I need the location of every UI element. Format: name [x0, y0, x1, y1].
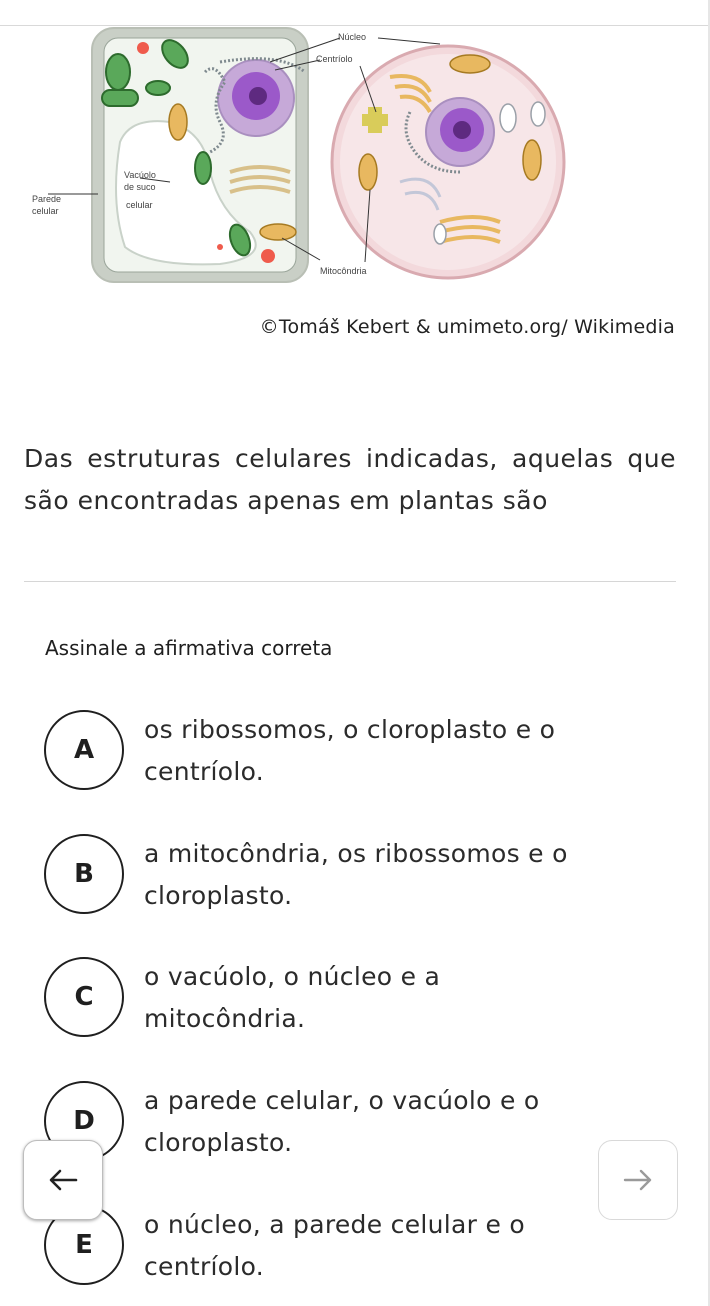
option-b-line1: a mitocôndria, os ribossomos e o [144, 839, 568, 868]
option-letter-a[interactable]: A [44, 710, 124, 790]
label-mitochondria: Mitocôndria [320, 266, 367, 276]
option-letter-d[interactable]: D [44, 1081, 124, 1161]
label-vacuole-3: celular [126, 200, 153, 210]
option-b-line2: cloroplasto. [144, 881, 293, 910]
instruction-text: Assinale a afirmativa correta [45, 636, 333, 660]
option-text-c[interactable] [144, 956, 644, 1040]
divider [24, 581, 676, 582]
image-credit: ©Tomáš Kebert & umimeto.org/ Wikimedia [259, 316, 675, 338]
label-nucleus: Núcleo [338, 32, 367, 42]
option-e-line2: centríolo. [144, 1252, 265, 1281]
label-centriole: Centríolo [316, 54, 353, 64]
option-text-e[interactable] [144, 1204, 644, 1288]
option-d-line2: cloroplasto. [144, 1128, 293, 1157]
option-letter-e[interactable]: E [44, 1205, 124, 1285]
option-letter-c[interactable]: C [44, 957, 124, 1037]
option-a-line2: centríolo. [144, 757, 265, 786]
question-text: Das estruturas celulares indicadas, aquelas que são encontradas apenas em plantas são [24, 444, 676, 515]
option-c-line1: o vacúolo, o núcleo e a [144, 962, 441, 991]
option-letter-b[interactable]: B [44, 834, 124, 914]
cell-illustration [20, 22, 580, 290]
label-vacuole-2: de suco [124, 182, 156, 192]
label-wall-2: celular [32, 206, 59, 216]
arrow-left-icon [48, 1169, 78, 1191]
option-d-line1: a parede celular, o vacúolo e o [144, 1086, 540, 1115]
option-text-b[interactable] [144, 833, 644, 917]
label-wall-1: Parede [32, 194, 62, 204]
option-text-d[interactable] [144, 1080, 644, 1164]
option-c-line2: mitocôndria. [144, 1004, 306, 1033]
option-e-line1: o núcleo, a parede celular e o [144, 1210, 525, 1239]
option-text-a[interactable] [144, 709, 644, 793]
arrow-right-icon [623, 1169, 653, 1191]
previous-button[interactable] [23, 1140, 103, 1220]
option-a-line1: os ribossomos, o cloroplasto e o [144, 715, 556, 744]
next-button[interactable] [598, 1140, 678, 1220]
label-vacuole-1: Vacúolo [124, 170, 156, 180]
